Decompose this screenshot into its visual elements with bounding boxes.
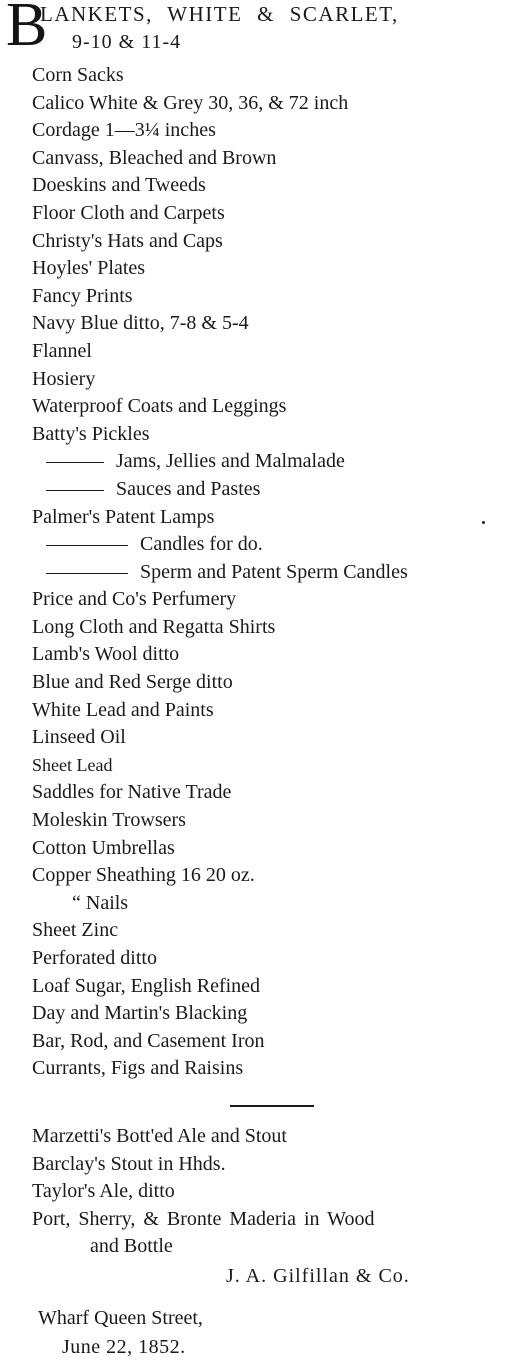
list-item bbox=[32, 145, 524, 173]
list-item-text: Christy's Hats and Caps bbox=[32, 229, 223, 252]
list-item bbox=[32, 641, 524, 669]
list-item-text: Hoyles' Plates bbox=[32, 257, 146, 280]
ditto-dash bbox=[46, 545, 128, 546]
list-item-text: Palmer's Patent Lamps bbox=[32, 505, 215, 528]
list-item bbox=[32, 200, 524, 228]
ditto-dash bbox=[46, 490, 104, 491]
ditto-dash bbox=[46, 573, 128, 574]
list-item bbox=[32, 890, 524, 918]
list-item-text: Corn Sacks bbox=[32, 64, 124, 86]
list-item-text: Sauces and Pastes bbox=[116, 477, 261, 500]
list-item-text: Bar, Rod, and Casement Iron bbox=[32, 1029, 265, 1052]
list-item bbox=[32, 476, 524, 504]
list-item-text: Cordage 1—3¼ inches bbox=[32, 119, 216, 142]
list-item bbox=[32, 1123, 528, 1151]
list-item-text: Floor Cloth and Carpets bbox=[32, 201, 225, 224]
list-item bbox=[32, 697, 524, 725]
advertisement-heading bbox=[4, 0, 524, 62]
list-item bbox=[32, 973, 524, 1001]
list-item bbox=[32, 1233, 528, 1261]
list-item-text: Port, Sherry, & Bronte Maderia in Wood bbox=[32, 1207, 375, 1230]
list-item-text: Perforated ditto bbox=[32, 947, 157, 969]
list-item bbox=[32, 559, 524, 587]
list-item bbox=[32, 779, 524, 807]
list-item bbox=[32, 90, 524, 118]
list-item bbox=[32, 752, 524, 780]
heading-line-1: LANKETS, WHITE & SCARLET, bbox=[40, 2, 399, 26]
print-speck bbox=[482, 521, 485, 524]
list-item-text: Copper Sheathing 16 20 oz. bbox=[32, 864, 255, 887]
list-item-text: Candles for do. bbox=[140, 533, 263, 556]
list-item bbox=[32, 255, 524, 283]
list-item bbox=[32, 62, 524, 90]
merchant-signature: J. A. Gilfillan & Co. bbox=[226, 1265, 410, 1287]
list-item bbox=[32, 283, 524, 311]
list-item-text: Saddles for Native Trade bbox=[32, 781, 232, 804]
list-item bbox=[32, 1178, 528, 1206]
list-item-text: Doeskins and Tweeds bbox=[32, 174, 206, 197]
heading-line-2: 9-10 & 11-4 bbox=[72, 31, 182, 53]
list-item bbox=[32, 504, 524, 532]
list-item-text: Navy Blue ditto, 7-8 & 5-4 bbox=[32, 312, 249, 335]
list-item-text: Hosiery bbox=[32, 367, 96, 390]
list-item-text: “ Nails bbox=[72, 891, 129, 914]
beverages-list bbox=[32, 1123, 528, 1261]
list-item bbox=[32, 945, 524, 973]
list-item bbox=[32, 835, 524, 863]
list-item-text: Sheet Lead bbox=[32, 754, 113, 775]
list-item bbox=[32, 1055, 524, 1083]
list-item-text: White Lead and Paints bbox=[32, 698, 214, 721]
list-item-text: Lamb's Wool ditto bbox=[32, 643, 180, 666]
list-item bbox=[32, 310, 524, 338]
list-item bbox=[32, 228, 524, 256]
list-item-text: Price and Co's Perfumery bbox=[32, 588, 237, 611]
list-item bbox=[32, 1206, 528, 1234]
list-item bbox=[32, 393, 524, 421]
list-item bbox=[32, 366, 524, 394]
section-divider bbox=[230, 1105, 314, 1107]
list-item bbox=[32, 172, 524, 200]
address-line-1: Wharf Queen Street, bbox=[38, 1307, 203, 1329]
list-item bbox=[32, 669, 524, 697]
list-item-text: Currants, Figs and Raisins bbox=[32, 1057, 244, 1080]
list-item bbox=[32, 614, 524, 642]
list-item-text: Day and Martin's Blacking bbox=[32, 1002, 248, 1025]
goods-list bbox=[32, 62, 524, 1083]
list-item-text: Taylor's Ale, ditto bbox=[32, 1180, 175, 1203]
list-item bbox=[32, 586, 524, 614]
list-item-text: Waterproof Coats and Leggings bbox=[32, 395, 287, 418]
list-item-text: Batty's Pickles bbox=[32, 422, 150, 445]
list-item bbox=[32, 724, 524, 752]
list-item-text: Marzetti's Bott'ed Ale and Stout bbox=[32, 1125, 287, 1147]
drop-cap: B bbox=[6, 0, 48, 59]
list-item-text: Blue and Red Serge ditto bbox=[32, 671, 233, 694]
list-item-text: Loaf Sugar, English Refined bbox=[32, 974, 261, 997]
list-item-text: Linseed Oil bbox=[32, 726, 126, 749]
list-item bbox=[32, 917, 524, 945]
list-item-text: Moleskin Trowsers bbox=[32, 809, 186, 832]
list-item bbox=[32, 338, 524, 366]
list-item-text: Barclay's Stout in Hhds. bbox=[32, 1152, 226, 1175]
list-item-text: Flannel bbox=[32, 339, 92, 362]
list-item-text: and Bottle bbox=[90, 1235, 173, 1258]
list-item-text: Long Cloth and Regatta Shirts bbox=[32, 615, 276, 638]
list-item bbox=[32, 531, 524, 559]
list-item bbox=[32, 1151, 528, 1179]
list-item bbox=[32, 1028, 524, 1056]
list-item bbox=[32, 421, 524, 449]
list-item bbox=[32, 807, 524, 835]
ditto-dash bbox=[46, 462, 104, 463]
address-date: June 22, 1852. bbox=[62, 1336, 186, 1358]
list-item-text: Sheet Zinc bbox=[32, 919, 119, 942]
list-item-text: Sperm and Patent Sperm Candles bbox=[140, 560, 408, 583]
list-item-text: Jams, Jellies and Malmalade bbox=[116, 450, 345, 473]
list-item-text: Fancy Prints bbox=[32, 284, 133, 307]
list-item-text: Cotton Umbrellas bbox=[32, 836, 175, 859]
list-item bbox=[32, 117, 524, 145]
list-item bbox=[32, 862, 524, 890]
list-item bbox=[32, 1000, 524, 1028]
list-item bbox=[32, 448, 524, 476]
list-item-text: Calico White & Grey 30, 36, & 72 inch bbox=[32, 91, 349, 114]
list-item-text: Canvass, Bleached and Brown bbox=[32, 146, 277, 169]
